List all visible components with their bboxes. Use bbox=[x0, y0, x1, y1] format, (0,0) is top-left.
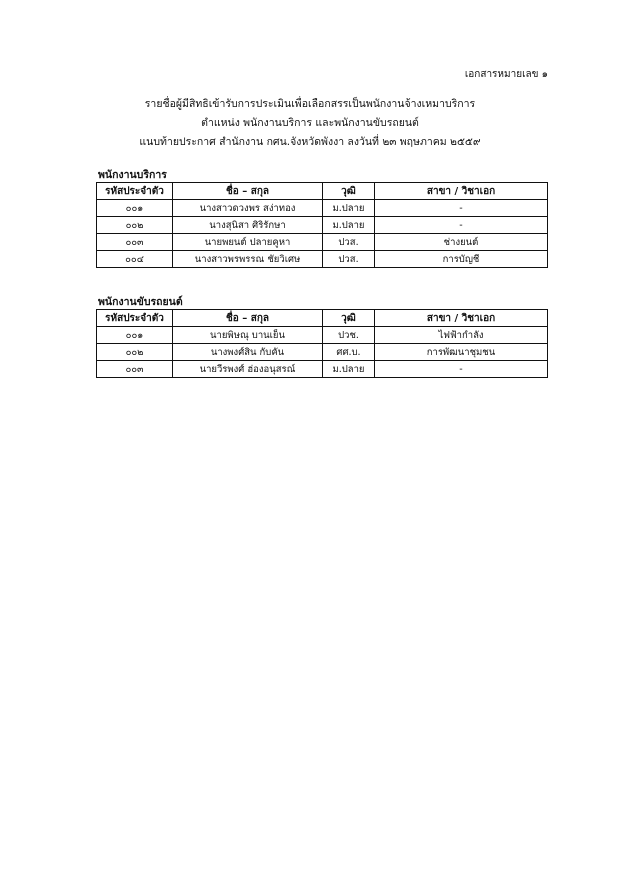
heading-line-1: รายชื่อผู้มีสิทธิเข้ารับการประเมินเพื่อเลือกสรรเป็นพนักงานจ้างเหมาบริการ bbox=[144, 98, 476, 110]
driver-table bbox=[96, 309, 548, 378]
table-row bbox=[97, 344, 548, 361]
column-header-name: ชื่อ – สกุล bbox=[173, 183, 323, 200]
table-row bbox=[97, 361, 548, 378]
service-staff-table bbox=[96, 182, 548, 268]
column-header-major: สาขา / วิชาเอก bbox=[375, 310, 548, 327]
cell-edu: ปวช. bbox=[323, 327, 375, 344]
table-row bbox=[97, 217, 548, 234]
cell-major: ช่างยนต์ bbox=[375, 234, 548, 251]
cell-edu: ปวส. bbox=[323, 234, 375, 251]
table-header-row bbox=[97, 310, 548, 327]
cell-id: ๐๐๒ bbox=[97, 344, 173, 361]
cell-name: นางสาวพรพรรณ ชัยวิเศษ bbox=[173, 251, 323, 268]
cell-major: การพัฒนาชุมชน bbox=[375, 344, 548, 361]
cell-edu: ม.ปลาย bbox=[323, 361, 375, 378]
cell-name: นางพงศ์สิน กับคัน bbox=[173, 344, 323, 361]
cell-name: นายวีรพงศ์ ฮ่องอนุสรณ์ bbox=[173, 361, 323, 378]
cell-id: ๐๐๒ bbox=[97, 217, 173, 234]
table-header-row bbox=[97, 183, 548, 200]
section-title-service: พนักงานบริการ bbox=[98, 169, 167, 181]
cell-id: ๐๐๓ bbox=[97, 361, 173, 378]
cell-edu: ม.ปลาย bbox=[323, 217, 375, 234]
cell-edu: ม.ปลาย bbox=[323, 200, 375, 217]
column-header-edu: วุฒิ bbox=[323, 183, 375, 200]
cell-id: ๐๐๓ bbox=[97, 234, 173, 251]
heading-line-2: ตำแหน่ง พนักงานบริการ และพนักงานขับรถยนต์ bbox=[201, 117, 419, 129]
cell-id: ๐๐๔ bbox=[97, 251, 173, 268]
section-title-drivers: พนักงานขับรถยนต์ bbox=[98, 296, 183, 308]
cell-major: - bbox=[375, 200, 548, 217]
cell-edu: ศศ.บ. bbox=[323, 344, 375, 361]
cell-name: นางสุนิสา ศิริรักษา bbox=[173, 217, 323, 234]
table-row bbox=[97, 234, 548, 251]
cell-id: ๐๐๑ bbox=[97, 200, 173, 217]
column-header-id: รหัสประจำตัว bbox=[97, 310, 173, 327]
cell-edu: ปวส. bbox=[323, 251, 375, 268]
cell-name: นางสาวดวงพร สง่าทอง bbox=[173, 200, 323, 217]
document-ref: เอกสารหมายเลข ๑ bbox=[464, 69, 548, 80]
cell-major: การบัญชี bbox=[375, 251, 548, 268]
column-header-name: ชื่อ – สกุล bbox=[173, 310, 323, 327]
column-header-major: สาขา / วิชาเอก bbox=[375, 183, 548, 200]
column-header-edu: วุฒิ bbox=[323, 310, 375, 327]
table-row bbox=[97, 251, 548, 268]
table-row bbox=[97, 200, 548, 217]
cell-major: - bbox=[375, 361, 548, 378]
cell-name: นายพยนต์ ปลายคูหา bbox=[173, 234, 323, 251]
table-row bbox=[97, 327, 548, 344]
cell-id: ๐๐๑ bbox=[97, 327, 173, 344]
column-header-id: รหัสประจำตัว bbox=[97, 183, 173, 200]
heading-line-3: แนบท้ายประกาศ สำนักงาน กศน.จังหวัดพังงา ลงวันที่ ๒๓ พฤษภาคม ๒๕๕๙ bbox=[139, 136, 481, 148]
cell-major: - bbox=[375, 217, 548, 234]
cell-major: ไฟฟ้ากำลัง bbox=[375, 327, 548, 344]
cell-name: นายพิษณุ บานเย็น bbox=[173, 327, 323, 344]
